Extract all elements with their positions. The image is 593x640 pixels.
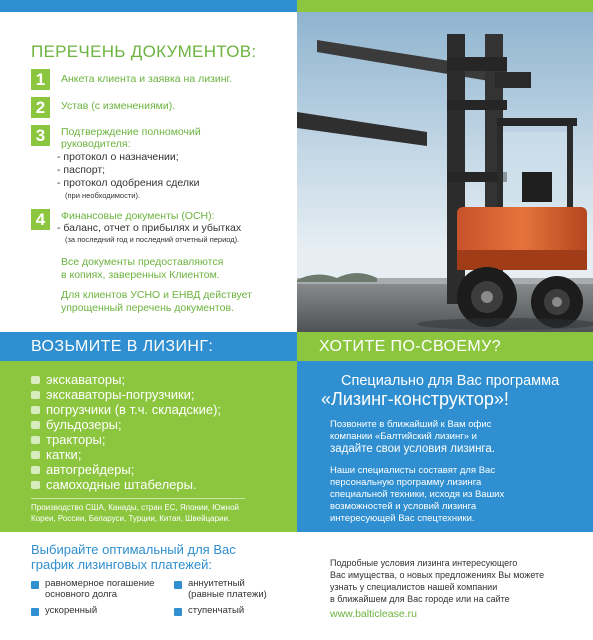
equipment-label: самоходные штабелеры. <box>46 477 197 492</box>
bullet-icon <box>174 608 182 616</box>
contact-section <box>297 532 593 640</box>
schedule-option-label: аннуитетный <box>188 578 245 589</box>
bullet-icon <box>31 406 40 414</box>
website-link[interactable]: www.balticlease.ru <box>330 608 417 620</box>
contact-text: узнать у специалистов нашей компании <box>330 582 498 592</box>
specialists-text: специальной техники, исходя из Ваших <box>330 489 505 500</box>
forklift-photo <box>297 12 593 332</box>
custom-program-panel <box>297 361 593 532</box>
document-title: Анкета клиента и заявка на лизинг. <box>61 73 233 85</box>
custom-header-band <box>297 332 593 361</box>
schedule-option-label: основного долга <box>45 589 118 600</box>
contact-text: Подробные условия лизинга интересующего <box>330 558 518 568</box>
documents-section <box>0 12 297 332</box>
program-name: «Лизинг-конструктор»! <box>321 389 509 409</box>
document-sub: - протокол о назначении; <box>57 151 179 163</box>
contact-text: в ближайшем для Вас городе или на сайте <box>330 594 510 604</box>
schedule-title: график лизинговых платежей: <box>31 557 213 572</box>
contact-text: Вас имущества, о новых предложениях Вы можете <box>330 570 545 580</box>
documents-title: ПЕРЕЧЕНЬ ДОКУМЕНТОВ: <box>31 42 257 61</box>
copies-note: Все документы предоставляются <box>61 256 224 268</box>
equipment-label: катки; <box>46 447 82 462</box>
bullet-icon <box>31 608 39 616</box>
leasing-title: ВОЗЬМИТЕ В ЛИЗИНГ: <box>31 338 214 355</box>
office-text: компании «Балтийский лизинг» и <box>330 431 477 442</box>
custom-title: ХОТИТЕ ПО-СВОЕМУ? <box>319 338 502 355</box>
forklift-image <box>297 12 593 332</box>
bullet-icon <box>31 436 40 444</box>
schedule-option-label: ступенчатый <box>188 605 245 616</box>
top-bar-blue <box>0 0 297 12</box>
simplified-note: Для клиентов УСНО и ЕНВД действует <box>61 289 252 301</box>
bullet-icon <box>31 421 40 429</box>
document-title: Финансовые документы (ОСН): <box>61 210 215 222</box>
bullet-icon <box>31 391 40 399</box>
specialists-text: возможностей и условий лизинга <box>330 501 477 512</box>
bullet-icon <box>31 481 40 489</box>
copies-note: в копиях, заверенных Клиентом. <box>61 269 220 281</box>
specialists-text: интересующей Вас спецтехники. <box>330 513 475 524</box>
equipment-label: экскаваторы; <box>46 372 126 387</box>
bullet-icon <box>31 466 40 474</box>
bullet-icon <box>174 581 182 589</box>
document-sub: - паспорт; <box>57 164 106 176</box>
divider <box>31 498 245 499</box>
office-text: Позвоните в ближайший к Вам офис <box>330 419 492 430</box>
document-title: Подтверждение полномочий <box>61 126 201 138</box>
origin-note: Кореи, России, Беларуси, Турции, Китая, Швейцарии. <box>31 514 231 523</box>
equipment-label: тракторы; <box>46 432 106 447</box>
schedule-section <box>0 532 297 640</box>
document-note: (за последний год и последний отчетный период). <box>65 235 240 244</box>
number-badge: 2 <box>31 97 50 118</box>
schedule-option-label: ускоренный <box>45 605 98 616</box>
equipment-label: погрузчики (в т.ч. складские); <box>46 402 222 417</box>
equipment-label: автогрейдеры; <box>46 462 135 477</box>
document-sub: - баланс, отчет о прибылях и убытках <box>57 222 242 234</box>
specialists-text: Наши специалисты составят для Вас <box>330 465 496 476</box>
origin-note: Производство США, Канады, стран ЕС, Японии, Южной <box>31 503 240 512</box>
program-line: Специально для Вас программа <box>341 373 560 389</box>
number-badge: 4 <box>31 209 50 230</box>
equipment-label: экскаваторы-погрузчики; <box>46 387 195 402</box>
bullet-icon <box>31 376 40 384</box>
office-emphasis: задайте свои условия лизинга. <box>330 443 495 455</box>
bullet-icon <box>31 451 40 459</box>
schedule-option-label: равномерное погашение <box>45 578 155 589</box>
bullet-icon <box>31 581 39 589</box>
simplified-note: упрощенный перечень документов. <box>61 302 234 314</box>
specialists-text: персональную программу лизинга <box>330 477 482 488</box>
document-note: (при необходимости). <box>65 191 141 200</box>
document-title: руководителя: <box>61 138 131 150</box>
leasing-header-band <box>0 332 297 361</box>
top-bar-green <box>297 0 593 12</box>
schedule-option-label: (равные платежи) <box>188 589 267 600</box>
document-sub: - протокол одобрения сделки <box>57 177 200 189</box>
equipment-label: бульдозеры; <box>46 417 122 432</box>
number-badge: 1 <box>31 69 50 90</box>
document-title: Устав (с изменениями). <box>61 100 176 112</box>
schedule-title: Выбирайте оптимальный для Вас <box>31 542 236 557</box>
equipment-panel <box>0 361 297 532</box>
number-badge: 3 <box>31 125 50 146</box>
